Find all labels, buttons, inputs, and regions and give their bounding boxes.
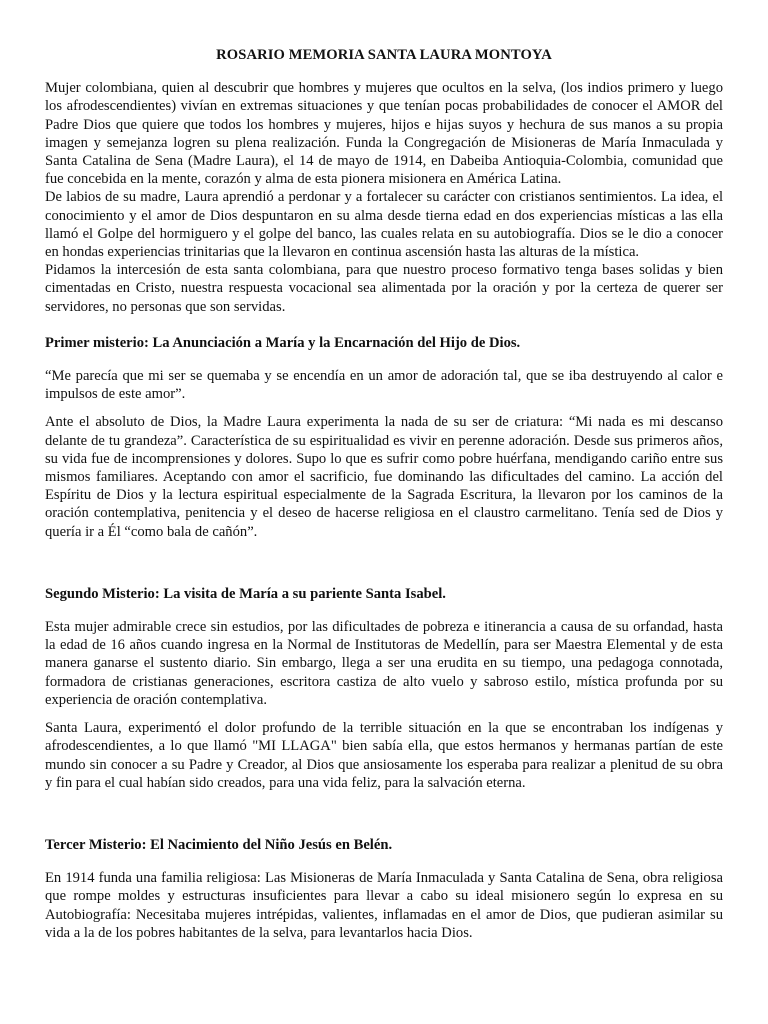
section-spacer xyxy=(45,551,723,573)
intro-paragraph-2: De labios de su madre, Laura aprendió a perdonar y a fortalecer su carácter con cristianos sentimientos. La idea, el conocimiento y el amor de Dios despuntaron en su alma desde tierna edad en dos experiencias místicas a las ella llamó el Golpe del hormiguero y el golpe del banco, las cuales relata en su autobiografía. Dios se le dio a conocer en hondas experiencias trinitarias que la llevaron en continua ascensión hasta las alturas de la mística. xyxy=(45,189,723,261)
document-title: ROSARIO MEMORIA SANTA LAURA MONTOYA xyxy=(216,47,552,63)
intro-paragraph-1: Mujer colombiana, quien al descubrir que hombres y mujeres que ocultos en la selva, (los indios primero y luego los afrodescendientes) vivían en extremas situaciones y que tenían pocas probabilidades de conocer el AMOR del Padre Dios que quiere que todos los hombres y mujeres, hijos e hijas suyos y hechura de sus manos a su propia imagen y semejanza logren su plena realización. Funda la Congregación de Misioneras de María Inmaculada y Santa Catalina de Sena (Madre Laura), el 14 de mayo de 1914, en Dabeiba Antioquia-Colombia, comunidad que fue concebida en la mente, corazón y alma de esta pionera misionera en América Latina. xyxy=(45,80,723,188)
mystery-1-paragraph-2: Ante el absoluto de Dios, la Madre Laura experimenta la nada de su ser de criatura: “Mi nada es mi descanso delante de tu grandeza”. Característica de su espiritualidad es vivir en perenne adoración. Desde sus primeros años, su vida fue de incomprensiones y dolores. Supo lo que es sufrir como pobre huérfana, mendigando cariño entre sus mismos familiares. Aceptando con amor el sacrificio, fue dominando las dificultades del camino. La acción del Espíritu de Dios y la lectura espiritual especialmente de la Sagrada Escritura, la llevaron por los caminos de la oración contemplativa, penitencia y el deseo de hacerse religiosa en el claustro carmelitano. Tenía sed de Dios y quería ir a Él “como bala de cañón”. xyxy=(45,414,723,540)
mystery-3-paragraph-1: En 1914 funda una familia religiosa: Las Misioneras de María Inmaculada y Santa Catalina de Sena, obra religiosa que rompe moldes y estructuras insuficientes para llevar a cabo su ideal misionero según lo expresa en su Autobiografía: Necesitaba mujeres intrépidas, valientes, inflamadas en el amor de Dios, que pudieran asimilar su vida a la de los pobres habitantes de la selva, para levantarlos hacia Dios. xyxy=(45,870,723,941)
mystery-2-paragraph-1: Esta mujer admirable crece sin estudios, por las dificultades de pobreza e itinerancia a causa de su orfandad, hasta la edad de 16 años cuando ingresa en la Normal de Institutoras de Medellín, para ser Maestra Elemental y de esta manera ganarse el sustento diario. Sin embargo, llega a ser una erudita en su tiempo, una pedagoga connotada, formadora de cristianas generaciones, escritora castiza de alto vuelo y sabroso estilo, mística profunda por su experiencia de oración contemplativa. xyxy=(45,619,723,708)
mystery-1-paragraph-1: “Me parecía que mi ser se quemaba y se encendía en un amor de adoración tal, que se iba destruyendo al calor e impulsos de este amor”. xyxy=(45,368,723,403)
mystery-2-heading: Segundo Misterio: La visita de María a su pariente Santa Isabel. xyxy=(45,585,446,602)
mystery-2-paragraph-2: Santa Laura, experimentó el dolor profundo de la terrible situación en la que se encontraban los indígenas y afrodescendientes, a lo que llamó "MI LLAGA" bien sabía ella, que estos hermanos y hermanas partían de este mundo sin conocer a su Padre y Creador, al Dios que ansiosamente los esperaba para realizar a plenitud de su obra y fin para el cual habían sido creados, para una vida feliz, para la salvación eterna. xyxy=(45,720,723,791)
mystery-3-heading: Tercer Misterio: El Nacimiento del Niño Jesús en Belén. xyxy=(45,836,393,853)
section-spacer xyxy=(45,802,723,824)
intro-paragraph-3: Pidamos la intercesión de esta santa colombiana, para que nuestro proceso formativo tenga bases solidas y bien cimentadas en Cristo, nuestra respuesta vocacional sea alimentada por la oración y por la certeza de querer ser servidores, no personas que son servidas. xyxy=(45,262,723,315)
mystery-1-heading: Primer misterio: La Anunciación a María y la Encarnación del Hijo de Dios. xyxy=(45,334,521,351)
